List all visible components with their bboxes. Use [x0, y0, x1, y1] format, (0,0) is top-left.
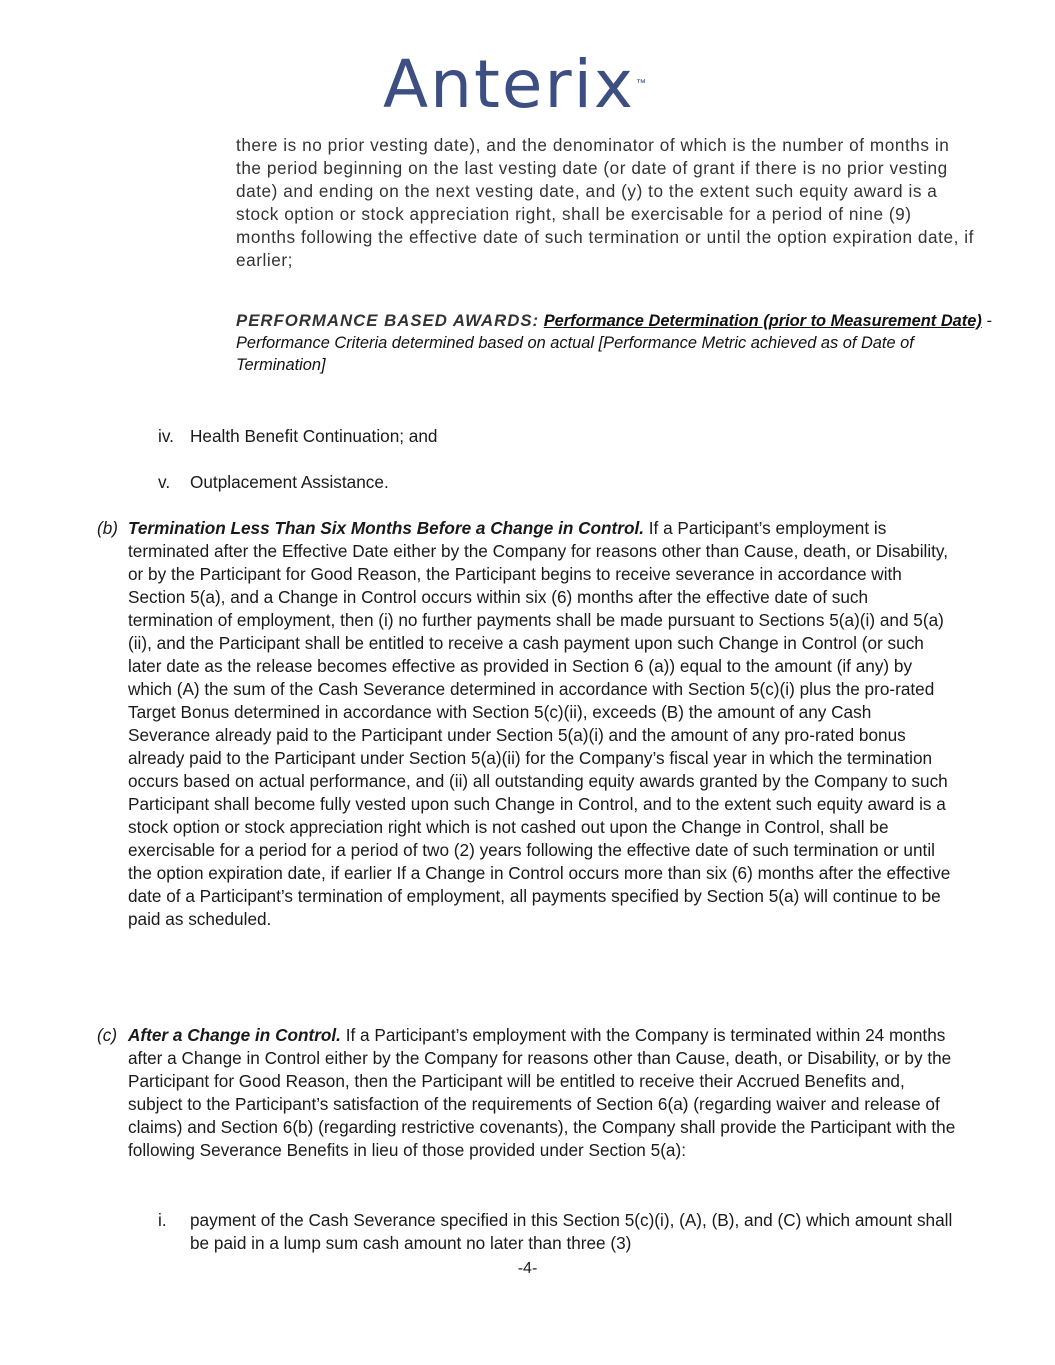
performance-criteria-text: - Performance Criteria determined based on actual [Performance Metric achieved as of Date of Termination]: [236, 312, 992, 374]
page-number: -4-: [517, 1260, 538, 1277]
section-b-body: [128, 517, 957, 931]
list-item-number: iv.: [158, 426, 174, 446]
section-c-letter: (c): [97, 1025, 118, 1045]
list-item-i: [158, 1209, 958, 1255]
performance-heading: PERFORMANCE BASED AWARDS:: [236, 311, 540, 330]
section-c-heading: After a Change in Control.: [128, 1025, 341, 1045]
list-item-iv: [158, 425, 958, 448]
performance-determination-label: Performance Determination (prior to Measurement Date): [543, 312, 982, 330]
section-b: [97, 517, 957, 931]
list-item-text: Outplacement Assistance.: [190, 472, 389, 492]
company-logo: [383, 46, 646, 123]
list-item-text: payment of the Cash Severance specified in this Section 5(c)(i), (A), (B), and (C) which amount shall be paid in a lump sum cash amount no later than three (3): [190, 1210, 953, 1253]
section-c: [97, 1024, 957, 1162]
section-b-letter: (b): [97, 518, 119, 538]
section-b-heading: Termination Less Than Six Months Before a Change in Control.: [128, 518, 644, 538]
section-c-text: If a Participant’s employment with the Company is terminated within 24 months after a Change in Control either by the Company for reasons other than Cause, death, or Disability, or by the Participant for Good Reason, then the Participant will be entitled to receive their Accrued Benefits and, subject to the Participant’s satisfaction of the requirements of Section 6(a) (regarding waiver and release of claims) and Section 6(b) (regarding restrictive covenants), the Company shall provide the Participant with the following Severance Benefits in lieu of those provided under Section 5(a):: [128, 1025, 956, 1160]
list-item-number: i.: [158, 1210, 167, 1230]
logo-wordmark: Anterix: [383, 46, 635, 123]
trademark-symbol: ™: [636, 78, 646, 89]
list-item-text: Health Benefit Continuation; and: [190, 426, 438, 446]
list-item-number: v.: [158, 472, 171, 492]
list-item-v: [158, 471, 958, 494]
section-c-body: [128, 1024, 957, 1162]
section-b-text: If a Participant’s employment is terminated after the Effective Date either by the Company for reasons other than Cause, death, or Disability, or by the Participant for Good Reason, the Participant begins to receive severance in accordance with Section 5(a), and a Change in Control occurs within six (6) months after the effective date of such termination of employment, then (i) no further payments shall be made pursuant to Sections 5(a)(i) and 5(a)(ii), and the Participant shall be entitled to receive a cash payment upon such Change in Control (or such later date as the release becomes effective as provided in Section 6 (a)) equal to the amount (if any) by which (A) the sum of the Cash Severance determined in accordance with Section 5(c)(i) plus the pro-rated Target Bonus determined in accordance with Section 5(c)(ii), exceeds (B) the amount of any Cash Severance already paid to the Participant under Section 5(a)(i) and the amount of any pro-rated bonus already paid to the Participant under Section 5(a)(ii) for the Company’s fiscal year in which the termination occurs based on actual performance, and (ii) all outstanding equity awards granted by the Company to such Participant shall become fully vested upon such Change in Control, and to the extent such equity award is a stock option or stock appreciation right which is not cashed out upon the Change in Control, shall be exercisable for a period for a period of two (2) years following the effective date of such termination or until the option expiration date, if earlier If a Change in Control occurs more than six (6) months after the effective date of a Participant’s termination of employment, all payments specified by Section 5(a) will continue to be paid as scheduled.: [128, 518, 951, 929]
performance-awards-paragraph: [236, 310, 996, 376]
continued-paragraph: there is no prior vesting date), and the denominator of which is the number of months in the period beginning on the last vesting date (or date of grant if there is no prior vesting date) and ending on the next vesting date, and (y) to the extent such equity award is a stock option or stock appreciation right, shall be exercisable for a period of nine (9) months following the effective date of such termination or until the option expiration date, if earlier;: [236, 135, 974, 270]
